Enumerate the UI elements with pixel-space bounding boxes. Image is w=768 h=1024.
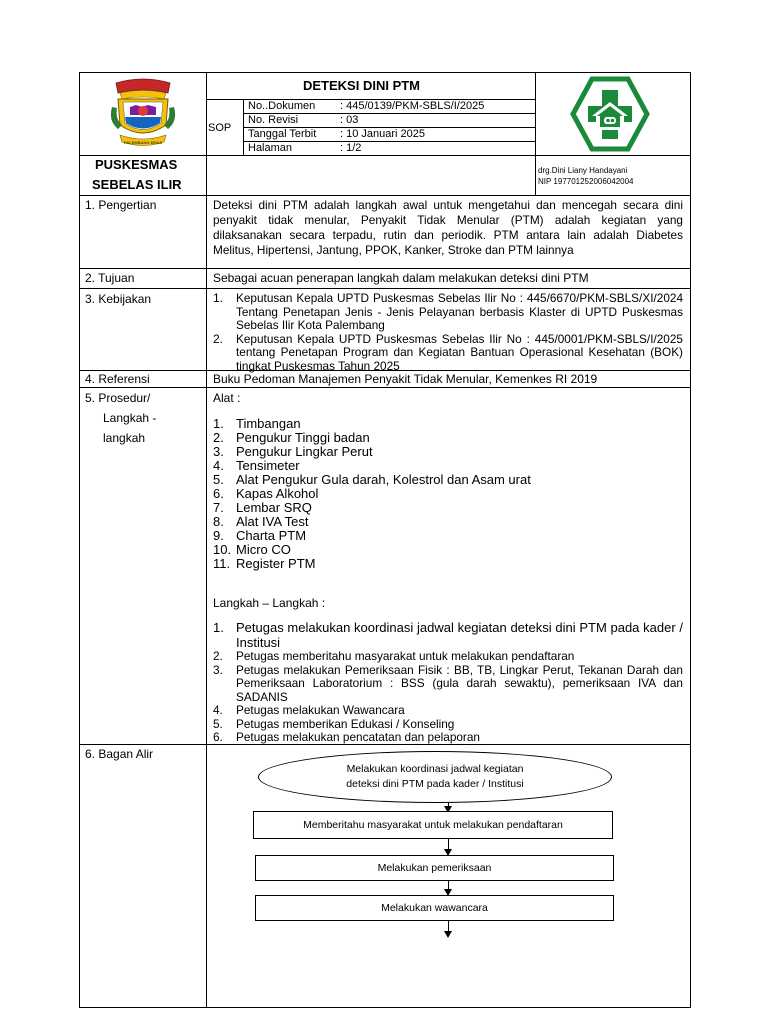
label-prosedur-3: langkah bbox=[103, 431, 146, 445]
org-name-line2: SEBELAS ILIR bbox=[92, 177, 182, 192]
row-line-5 bbox=[79, 387, 691, 388]
list-text: Alat IVA Test bbox=[236, 514, 309, 529]
table-border-bottom bbox=[79, 1007, 691, 1008]
header-col-divider-2 bbox=[535, 72, 536, 195]
list-number: 10. bbox=[213, 542, 232, 557]
list-number: 3. bbox=[213, 444, 224, 459]
list-text: Keputusan Kepala UPTD Puskesmas Sebelas Ilir No : 445/6670/PKM-SBLS/XI/2024 Tentang Penetapan Jenis - Jenis Pelayanan berbasis Klaster di UPTD Puskesmas Sebelas Ilir Kota Palembang bbox=[236, 291, 683, 332]
flow-step-3 bbox=[255, 895, 614, 921]
list-number: 6. bbox=[213, 486, 224, 501]
list-number: 9. bbox=[213, 528, 224, 543]
list-text: Charta PTM bbox=[236, 528, 307, 543]
text-referensi: Buku Pedoman Manajemen Penyakit Tidak Menular, Kemenkes RI 2019 bbox=[213, 372, 598, 386]
list-item bbox=[213, 543, 683, 557]
flow-step-2 bbox=[255, 855, 614, 881]
list-item bbox=[213, 459, 683, 473]
list-number: 2. bbox=[213, 331, 224, 346]
list-item bbox=[213, 501, 683, 515]
langkah-list bbox=[213, 620, 683, 745]
list-number: 7. bbox=[213, 500, 224, 515]
list-number: 1. bbox=[213, 291, 224, 305]
list-text: Petugas melakukan pencatatan dan pelaporan bbox=[236, 730, 480, 744]
list-item bbox=[213, 718, 683, 732]
label-prosedur-2: Langkah - bbox=[103, 411, 157, 425]
signer-nip: NIP 197701252006042004 bbox=[538, 177, 634, 186]
meta-value-1: : 445/0139/PKM-SBLS/I/2025 bbox=[340, 100, 485, 112]
meta-value-4: : 1/2 bbox=[340, 142, 362, 154]
list-item bbox=[213, 664, 683, 705]
list-number: 2. bbox=[213, 649, 223, 663]
list-text: Pengukur Lingkar Perut bbox=[236, 444, 373, 459]
flow-start-line2: deteksi dini PTM pada kader / Institusi bbox=[346, 778, 524, 790]
header-col-divider-1 bbox=[206, 72, 207, 195]
row-line-1 bbox=[79, 195, 691, 196]
label-kebijakan: 3. Kebijakan bbox=[85, 292, 152, 306]
logo-caption: PALEMBANG EMAS bbox=[124, 140, 163, 145]
meta-label-4: Halaman bbox=[248, 142, 293, 154]
list-item bbox=[213, 650, 683, 664]
signer-name: drg.Dini Liany Handayani bbox=[538, 166, 628, 175]
body-col-divider bbox=[206, 195, 207, 1008]
meta-value-3: : 10 Januari 2025 bbox=[340, 128, 426, 140]
text-tujuan: Sebagai acuan penerapan langkah dalam melakukan deteksi dini PTM bbox=[213, 271, 589, 285]
list-text: Petugas memberikan Edukasi / Konseling bbox=[236, 716, 455, 731]
list-item bbox=[213, 731, 683, 745]
sop-label: SOP bbox=[208, 122, 232, 134]
header-row-line bbox=[79, 155, 691, 156]
list-number: 1. bbox=[213, 416, 224, 431]
langkah-title: Langkah – Langkah : bbox=[213, 596, 326, 610]
text-pengertian: Deteksi dini PTM adalah langkah awal untuk mengetahui dan mencegah secara dini penyakit tidak menular, Penyakit Tidak Menular (PTM) adalah kegiatan yang dilaksanakan secara terpadu, rutin dan periodik. PTM antara lain adalah Diabetes Melitus, Hipertensi, Jantung, PPOK, Kanker, Stroke dan PTM lainnya bbox=[213, 198, 683, 257]
list-text: Tensimeter bbox=[236, 458, 300, 473]
list-number: 4. bbox=[213, 703, 223, 717]
alat-list bbox=[213, 417, 683, 571]
list-item bbox=[213, 333, 683, 374]
flow-step-1-text: Memberitahu masyarakat untuk melakukan pendaftaran bbox=[303, 819, 563, 831]
list-item bbox=[213, 704, 683, 718]
meta-label-1: No..Dokumen bbox=[248, 100, 316, 112]
flow-step-2-text: Melakukan pemeriksaan bbox=[377, 862, 492, 874]
list-item bbox=[213, 487, 683, 501]
row-line-3 bbox=[79, 288, 691, 289]
label-prosedur-1: 5. Prosedur/ bbox=[85, 391, 151, 405]
label-tujuan: 2. Tujuan bbox=[85, 271, 135, 285]
flow-step-1 bbox=[253, 811, 613, 839]
list-item bbox=[213, 473, 683, 487]
list-number: 8. bbox=[213, 514, 224, 529]
table-border-top bbox=[79, 72, 691, 73]
list-text: Register PTM bbox=[236, 556, 316, 571]
list-text: Alat Pengukur Gula darah, Kolestrol dan Asam urat bbox=[236, 472, 531, 487]
list-item bbox=[213, 620, 683, 650]
flow-arrow-3 bbox=[448, 880, 449, 894]
flow-start-line1: Melakukan koordinasi jadwal kegiatan bbox=[346, 763, 524, 775]
flow-arrow-2 bbox=[448, 838, 449, 854]
meta-label-3: Tanggal Terbit bbox=[248, 128, 317, 140]
flow-step-3-text: Melakukan wawancara bbox=[381, 902, 488, 914]
label-pengertian: 1. Pengertian bbox=[85, 198, 157, 212]
list-number: 11. bbox=[213, 556, 231, 571]
list-text: Petugas melakukan koordinasi jadwal kegiatan deteksi dini PTM pada kader / Institusi bbox=[236, 620, 683, 650]
list-item bbox=[213, 445, 683, 459]
list-text: Pengukur Tinggi badan bbox=[236, 430, 370, 445]
list-text: Micro CO bbox=[236, 542, 291, 557]
document-title: DETEKSI DINI PTM bbox=[303, 78, 421, 93]
list-number: 5. bbox=[213, 472, 224, 487]
list-item bbox=[213, 557, 683, 571]
table-border-left bbox=[79, 72, 80, 1008]
label-bagan: 6. Bagan Alir bbox=[85, 747, 154, 761]
list-text: Lembar SRQ bbox=[236, 500, 312, 515]
org-name-line1: PUSKESMAS bbox=[95, 157, 178, 172]
list-text: Keputusan Kepala UPTD Puskesmas Sebelas Ilir No : 445/0001/PKM-SBLS/I/2025 tentang Penetapan Program dan Kegiatan Bantuan Operasional Kesehatan (BOK) tingkat Puskesmas Tahun 2025 bbox=[236, 331, 683, 373]
list-item bbox=[213, 515, 683, 529]
list-item bbox=[213, 431, 683, 445]
list-item bbox=[213, 417, 683, 431]
meta-value-2: : 03 bbox=[340, 114, 359, 126]
alat-title: Alat : bbox=[213, 391, 241, 405]
list-number: 2. bbox=[213, 430, 224, 445]
label-referensi: 4. Referensi bbox=[85, 372, 150, 386]
list-item bbox=[213, 529, 683, 543]
list-text: Petugas melakukan Pemeriksaan Fisik : BB, TB, Lingkar Perut, Tekanan Darah dan Pemeriksaan Laboratorium : BSS (gula darah sewaktu), pemeriksaan IVA dan SADANIS bbox=[236, 662, 683, 704]
flow-arrow-4 bbox=[448, 920, 449, 936]
list-number: 1. bbox=[213, 620, 224, 635]
list-number: 3. bbox=[213, 662, 223, 677]
meta-label-2: No. Revisi bbox=[248, 114, 299, 126]
list-text: Petugas melakukan Wawancara bbox=[236, 703, 405, 717]
list-text: Kapas Alkohol bbox=[236, 486, 319, 501]
flow-arrow-1 bbox=[448, 802, 449, 811]
table-border-right bbox=[690, 72, 691, 1008]
kebijakan-list bbox=[213, 292, 683, 373]
flow-start-ellipse bbox=[258, 751, 612, 803]
row-line-2 bbox=[79, 268, 691, 269]
puskesmas-logo-icon bbox=[569, 76, 651, 152]
list-item bbox=[213, 292, 683, 333]
list-text: Petugas memberitahu masyarakat untuk melakukan pendaftaran bbox=[236, 649, 575, 663]
list-number: 5. bbox=[213, 716, 223, 731]
list-text: Timbangan bbox=[236, 416, 301, 431]
list-number: 6. bbox=[213, 730, 223, 744]
city-emblem-icon bbox=[106, 77, 180, 149]
list-number: 4. bbox=[213, 458, 224, 473]
